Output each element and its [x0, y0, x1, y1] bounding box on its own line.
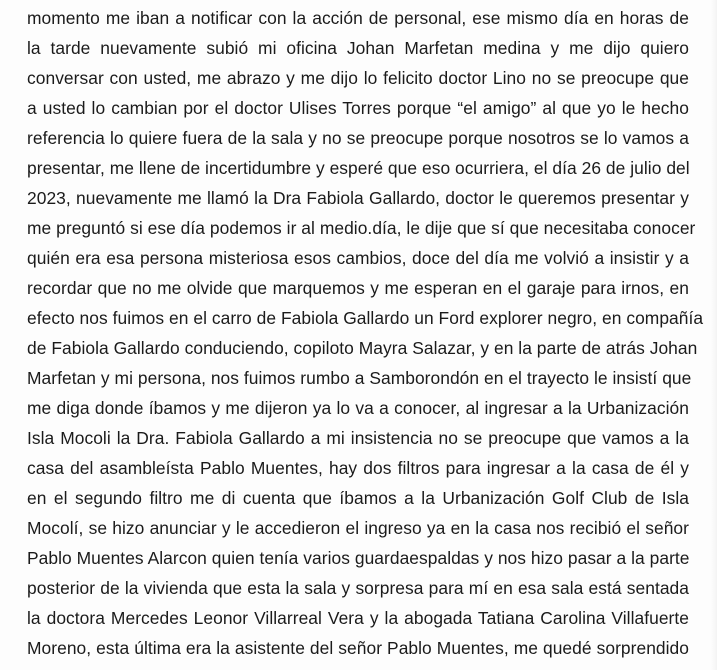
text-line: recordar que no me olvide que marquemos y me esperan en el garaje para irnos, en	[27, 278, 689, 298]
scan-edge-shade	[711, 0, 717, 670]
text-line: me preguntó si ese día podemos ir al medio.día, le dije que sí que necesitaba conocer	[27, 218, 696, 238]
text-line: en el segundo filtro me di cuenta que íbamos a la Urbanización Golf Club de Isla	[27, 488, 689, 508]
text-line: Mocolí, se hizo anunciar y le accedieron el ingreso ya en la casa nos recibió el señor	[27, 518, 689, 538]
text-line: conversar con usted, me abrazo y me dijo lo felicito doctor Lino no se preocupe que	[27, 68, 689, 88]
text-line: presentar, me llene de incertidumbre y esperé que eso ocurriera, el día 26 de julio del	[27, 158, 690, 178]
text-line: a usted lo cambian por el doctor Ulises Torres porque “el amigo” al que yo le hecho	[27, 98, 689, 118]
text-line: Isla Mocoli la Dra. Fabiola Gallardo a mi insistencia no se preocupe que vamos a la	[27, 428, 689, 448]
text-line: quién era esa persona misteriosa esos cambios, doce del día me volvió a insistir y a	[27, 248, 689, 268]
text-line: casa del asambleísta Pablo Muentes, hay dos filtros para ingresar a la casa de él y	[27, 458, 689, 478]
text-line: la doctora Mercedes Leonor Villarreal Vera y la abogada Tatiana Carolina Villafuerte	[27, 608, 689, 628]
text-line: de Fabiola Gallardo conduciendo, copiloto Mayra Salazar, y en la parte de atrás Johan	[27, 338, 698, 358]
text-line: Moreno, esta última era la asistente del señor Pablo Muentes, me quedé sorprendido	[27, 638, 689, 658]
text-line: Marfetan y mi persona, nos fuimos rumbo a Samborondón en el trayecto le insistí que	[27, 368, 692, 388]
text-line: posterior de la vivienda que esta la sala y sorpresa para mí en esa sala está sentada	[27, 578, 689, 598]
text-line: momento me iban a notificar con la acción de personal, ese mismo día en horas de	[27, 8, 689, 28]
text-line: Pablo Muentes Alarcon quien tenía varios guardaespaldas y nos hizo pasar a la parte	[27, 548, 690, 568]
text-line: referencia lo quiere fuera de la sala y no se preocupe porque nosotros se lo vamos a	[27, 128, 689, 148]
text-line: 2023, nuevamente me llamó la Dra Fabiola Gallardo, doctor le queremos presentar y	[27, 188, 689, 208]
text-line: me diga donde íbamos y me dijeron ya lo va a conocer, al ingresar a la Urbanización	[27, 398, 689, 418]
text-line: efecto nos fuimos en el carro de Fabiola Gallardo un Ford explorer negro, en compañía	[27, 308, 704, 328]
text-line: la tarde nuevamente subió mi oficina Johan Marfetan medina y me dijo quiero	[27, 38, 689, 58]
